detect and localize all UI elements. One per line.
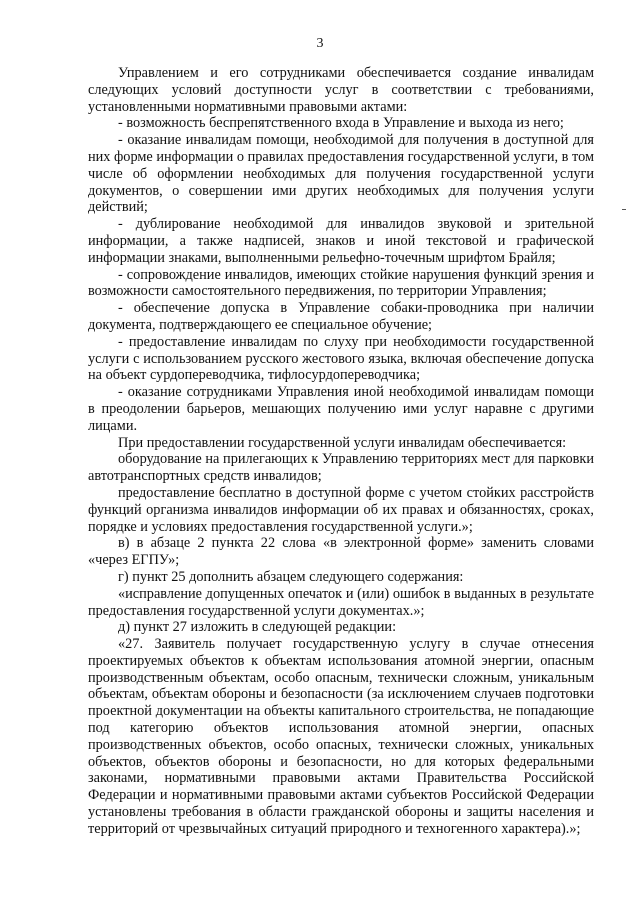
paragraph-corrections: «исправление допущенных опечаток и (или) ошибок в выданных в результате предоставления государственной услуги документах.»; [88, 585, 594, 619]
paragraph-parking: оборудование на прилегающих к Управлению территориях мест для парковки автотранспортных средств инвалидов; [88, 451, 594, 485]
paragraph-guide-dog: - обеспечение допуска в Управление собаки-проводника при наличии документа, подтверждающего ее специальное обучение; [88, 300, 594, 333]
page-number: 3 [316, 36, 324, 51]
paragraph-escort: - сопровождение инвалидов, имеющих стойкие нарушения функций зрения и возможности самостоятельного передвижения, по территории Управления; [88, 266, 594, 300]
paragraph-barriers: - оказание сотрудниками Управления иной необходимой инвалидам помощи в преодолении барьеров, мешающих получению ими услуг наравне с другими лицами. [88, 384, 594, 434]
paragraph-intro: Управлением и его сотрудниками обеспечивается создание инвалидам следующих условий доступности услуг в соответствии с требованиями, установленными нормативными правовыми актами: [88, 65, 594, 115]
scan-mark [622, 209, 626, 210]
paragraph-point-27: «27. Заявитель получает государственную услугу в случае отнесения проектируемых объектов к объектам использования атомной энергии, опасным производственным объектам, особо опасным, технически сложным, уникальным объектам, объектам обороны и безопасности (за исключением случаев подготовки проектной документации на объекты капитального строительства, не попадающие под категорию объектов использования атомной энергии, опасных производственных объектов, особо опасных, технически сложных, уникальных объектов, объектов обороны и безопасности, но для которых федеральными законами, нормативными правовыми актами Правительства Российской Федерации и нормативными правовыми актами субъектов Российской Федерации установлены требования в области гражданской обороны и защиты населения и территорий от чрезвычайных ситуаций природного и техногенного характера).»; [88, 636, 594, 837]
paragraph-item-g: г) пункт 25 дополнить абзацем следующего содержания: [118, 568, 464, 585]
paragraph-provision-heading: При предоставлении государственной услуги инвалидам обеспечивается: [118, 434, 567, 451]
paragraph-item-v: в) в абзаце 2 пункта 22 слова «в электронной форме» заменить словами «через ЕГПУ»; [88, 535, 594, 569]
paragraph-braille: - дублирование необходимой для инвалидов звуковой и зрительной информации, а также надписей, знаков и иной текстовой и графической информации знаками, выполненными рельефно-точечным шрифтом Брайля; [88, 216, 594, 266]
paragraph-free-information: предоставление бесплатно в доступной форме с учетом стойких расстройств функций организма инвалидов информации об их правах и обязанностях, сроках, порядке и условиях предоставления государственной услуги.»; [88, 484, 594, 535]
paragraph-free-entry: - возможность беспрепятственного входа в Управление и выхода из него; [118, 115, 564, 132]
paragraph-assistance: - оказание инвалидам помощи, необходимой для получения в доступной для них форме информации о правилах предоставления государственной услуги, в том числе об оформлении необходимых для получения государственной услуги документов, о совершении ими других необходимых для получения услуги действий; [88, 132, 594, 216]
document-body [88, 65, 594, 838]
paragraph-sign-language: - предоставление инвалидам по слуху при необходимости государственной услуги с использованием русского жестового языка, включая обеспечение допуска на объект сурдопереводчика, тифлосурдопереводчика; [88, 333, 594, 384]
paragraph-item-d: д) пункт 27 изложить в следующей редакции: [118, 619, 397, 636]
